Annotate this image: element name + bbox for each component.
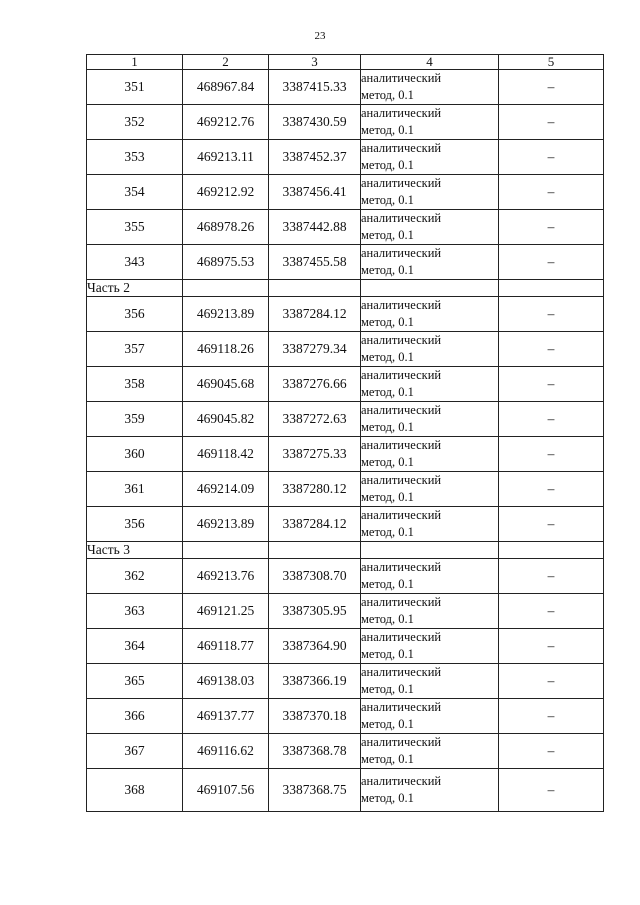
method-line: аналитический bbox=[361, 473, 442, 487]
point-number: 363 bbox=[87, 594, 183, 629]
note-cell: – bbox=[499, 105, 604, 140]
method-line: аналитический bbox=[361, 176, 442, 190]
method-line: метод, 0.1 bbox=[361, 791, 414, 805]
point-number: 354 bbox=[87, 175, 183, 210]
column-header: 2 bbox=[183, 55, 269, 70]
method-line: метод, 0.1 bbox=[361, 385, 414, 399]
note-cell: – bbox=[499, 769, 604, 812]
empty-cell bbox=[183, 280, 269, 297]
method-line: аналитический bbox=[361, 665, 442, 679]
method-cell bbox=[361, 769, 499, 812]
coordinate-y: 3387415.33 bbox=[269, 70, 361, 105]
method-line: аналитический bbox=[361, 630, 442, 644]
method-line: метод, 0.1 bbox=[361, 682, 414, 696]
section-row bbox=[87, 280, 604, 297]
table-row bbox=[87, 245, 604, 280]
method-cell bbox=[361, 245, 499, 280]
method-line: метод, 0.1 bbox=[361, 490, 414, 504]
method-cell bbox=[361, 297, 499, 332]
note-cell: – bbox=[499, 734, 604, 769]
coordinate-y: 3387305.95 bbox=[269, 594, 361, 629]
point-number: 355 bbox=[87, 210, 183, 245]
coordinate-x: 468978.26 bbox=[183, 210, 269, 245]
note-cell: – bbox=[499, 210, 604, 245]
table-row bbox=[87, 664, 604, 699]
point-number: 358 bbox=[87, 367, 183, 402]
method-line: аналитический bbox=[361, 368, 442, 382]
note-cell: – bbox=[499, 140, 604, 175]
coordinate-x: 469045.82 bbox=[183, 402, 269, 437]
point-number: 352 bbox=[87, 105, 183, 140]
table-row bbox=[87, 699, 604, 734]
table-body bbox=[87, 70, 604, 812]
coordinate-x: 469118.42 bbox=[183, 437, 269, 472]
table-row bbox=[87, 594, 604, 629]
point-number: 368 bbox=[87, 769, 183, 812]
coordinate-x: 469107.56 bbox=[183, 769, 269, 812]
coordinate-x: 469137.77 bbox=[183, 699, 269, 734]
note-cell: – bbox=[499, 699, 604, 734]
method-cell bbox=[361, 175, 499, 210]
section-row bbox=[87, 542, 604, 559]
note-cell: – bbox=[499, 472, 604, 507]
coordinate-y: 3387366.19 bbox=[269, 664, 361, 699]
note-cell: – bbox=[499, 594, 604, 629]
point-number: 362 bbox=[87, 559, 183, 594]
method-line: аналитический bbox=[361, 774, 442, 788]
method-line: метод, 0.1 bbox=[361, 752, 414, 766]
empty-cell bbox=[499, 280, 604, 297]
method-cell bbox=[361, 332, 499, 367]
method-line: аналитический bbox=[361, 246, 442, 260]
coordinate-y: 3387272.63 bbox=[269, 402, 361, 437]
empty-cell bbox=[183, 542, 269, 559]
note-cell: – bbox=[499, 175, 604, 210]
coordinate-x: 469213.89 bbox=[183, 297, 269, 332]
method-cell bbox=[361, 70, 499, 105]
method-line: аналитический bbox=[361, 735, 442, 749]
point-number: 365 bbox=[87, 664, 183, 699]
coordinate-x: 469045.68 bbox=[183, 367, 269, 402]
table-row bbox=[87, 402, 604, 437]
point-number: 366 bbox=[87, 699, 183, 734]
note-cell: – bbox=[499, 664, 604, 699]
column-header: 3 bbox=[269, 55, 361, 70]
method-cell bbox=[361, 367, 499, 402]
method-line: аналитический bbox=[361, 595, 442, 609]
point-number: 359 bbox=[87, 402, 183, 437]
method-line: метод, 0.1 bbox=[361, 263, 414, 277]
method-line: метод, 0.1 bbox=[361, 525, 414, 539]
table-row bbox=[87, 367, 604, 402]
method-line: метод, 0.1 bbox=[361, 193, 414, 207]
coordinates-table bbox=[86, 54, 604, 812]
table-row bbox=[87, 70, 604, 105]
empty-cell bbox=[499, 542, 604, 559]
section-label: Часть 2 bbox=[87, 280, 183, 297]
method-line: метод, 0.1 bbox=[361, 647, 414, 661]
table-row bbox=[87, 734, 604, 769]
point-number: 361 bbox=[87, 472, 183, 507]
table-row bbox=[87, 472, 604, 507]
method-cell bbox=[361, 210, 499, 245]
coordinate-y: 3387308.70 bbox=[269, 559, 361, 594]
method-cell bbox=[361, 559, 499, 594]
page-number: 23 bbox=[314, 30, 326, 42]
table-row bbox=[87, 769, 604, 812]
method-cell bbox=[361, 699, 499, 734]
note-cell: – bbox=[499, 245, 604, 280]
note-cell: – bbox=[499, 332, 604, 367]
table-row bbox=[87, 105, 604, 140]
method-line: аналитический bbox=[361, 560, 442, 574]
method-line: метод, 0.1 bbox=[361, 577, 414, 591]
method-line: аналитический bbox=[361, 700, 442, 714]
method-cell bbox=[361, 507, 499, 542]
coordinate-x: 469214.09 bbox=[183, 472, 269, 507]
coordinate-y: 3387452.37 bbox=[269, 140, 361, 175]
coordinate-x: 468975.53 bbox=[183, 245, 269, 280]
method-line: аналитический bbox=[361, 403, 442, 417]
coordinate-y: 3387442.88 bbox=[269, 210, 361, 245]
empty-cell bbox=[269, 542, 361, 559]
column-header: 5 bbox=[499, 55, 604, 70]
coordinate-x: 469213.89 bbox=[183, 507, 269, 542]
method-line: метод, 0.1 bbox=[361, 350, 414, 364]
coordinate-x: 469116.62 bbox=[183, 734, 269, 769]
point-number: 367 bbox=[87, 734, 183, 769]
coordinate-y: 3387276.66 bbox=[269, 367, 361, 402]
note-cell: – bbox=[499, 629, 604, 664]
note-cell: – bbox=[499, 559, 604, 594]
note-cell: – bbox=[499, 402, 604, 437]
table-row bbox=[87, 175, 604, 210]
table-row bbox=[87, 507, 604, 542]
table-row bbox=[87, 437, 604, 472]
point-number: 351 bbox=[87, 70, 183, 105]
method-cell bbox=[361, 734, 499, 769]
coordinate-y: 3387370.18 bbox=[269, 699, 361, 734]
method-line: метод, 0.1 bbox=[361, 717, 414, 731]
coordinate-y: 3387364.90 bbox=[269, 629, 361, 664]
coordinate-x: 469138.03 bbox=[183, 664, 269, 699]
coordinate-y: 3387430.59 bbox=[269, 105, 361, 140]
point-number: 357 bbox=[87, 332, 183, 367]
coordinate-x: 468967.84 bbox=[183, 70, 269, 105]
coordinate-y: 3387368.78 bbox=[269, 734, 361, 769]
section-label: Часть 3 bbox=[87, 542, 183, 559]
method-line: метод, 0.1 bbox=[361, 612, 414, 626]
method-line: аналитический bbox=[361, 333, 442, 347]
column-header: 1 bbox=[87, 55, 183, 70]
coordinate-y: 3387284.12 bbox=[269, 507, 361, 542]
method-cell bbox=[361, 629, 499, 664]
method-line: метод, 0.1 bbox=[361, 228, 414, 242]
point-number: 343 bbox=[87, 245, 183, 280]
method-cell bbox=[361, 437, 499, 472]
note-cell: – bbox=[499, 297, 604, 332]
coordinate-y: 3387284.12 bbox=[269, 297, 361, 332]
method-line: метод, 0.1 bbox=[361, 123, 414, 137]
method-line: метод, 0.1 bbox=[361, 420, 414, 434]
column-header: 4 bbox=[361, 55, 499, 70]
method-line: аналитический bbox=[361, 211, 442, 225]
point-number: 360 bbox=[87, 437, 183, 472]
table-row bbox=[87, 559, 604, 594]
coordinate-x: 469212.76 bbox=[183, 105, 269, 140]
point-number: 356 bbox=[87, 507, 183, 542]
method-cell bbox=[361, 472, 499, 507]
coordinate-x: 469118.77 bbox=[183, 629, 269, 664]
point-number: 356 bbox=[87, 297, 183, 332]
table-row bbox=[87, 332, 604, 367]
table-row bbox=[87, 629, 604, 664]
coordinate-y: 3387455.58 bbox=[269, 245, 361, 280]
coordinate-x: 469213.11 bbox=[183, 140, 269, 175]
coordinate-x: 469212.92 bbox=[183, 175, 269, 210]
method-line: аналитический bbox=[361, 438, 442, 452]
coordinate-y: 3387456.41 bbox=[269, 175, 361, 210]
empty-cell bbox=[361, 542, 499, 559]
method-cell bbox=[361, 664, 499, 699]
note-cell: – bbox=[499, 437, 604, 472]
method-line: аналитический bbox=[361, 141, 442, 155]
coordinate-y: 3387368.75 bbox=[269, 769, 361, 812]
method-line: метод, 0.1 bbox=[361, 158, 414, 172]
empty-cell bbox=[361, 280, 499, 297]
coordinate-x: 469118.26 bbox=[183, 332, 269, 367]
note-cell: – bbox=[499, 70, 604, 105]
table-row bbox=[87, 140, 604, 175]
method-line: аналитический bbox=[361, 106, 442, 120]
point-number: 353 bbox=[87, 140, 183, 175]
note-cell: – bbox=[499, 507, 604, 542]
method-cell bbox=[361, 140, 499, 175]
coordinate-x: 469121.25 bbox=[183, 594, 269, 629]
table-row bbox=[87, 210, 604, 245]
method-line: аналитический bbox=[361, 71, 442, 85]
method-line: аналитический bbox=[361, 298, 442, 312]
coordinate-y: 3387279.34 bbox=[269, 332, 361, 367]
header-row bbox=[87, 55, 604, 70]
coordinate-y: 3387275.33 bbox=[269, 437, 361, 472]
method-line: метод, 0.1 bbox=[361, 88, 414, 102]
point-number: 364 bbox=[87, 629, 183, 664]
note-cell: – bbox=[499, 367, 604, 402]
method-line: метод, 0.1 bbox=[361, 315, 414, 329]
method-line: метод, 0.1 bbox=[361, 455, 414, 469]
coordinate-x: 469213.76 bbox=[183, 559, 269, 594]
empty-cell bbox=[269, 280, 361, 297]
method-cell bbox=[361, 402, 499, 437]
table-row bbox=[87, 297, 604, 332]
coordinate-y: 3387280.12 bbox=[269, 472, 361, 507]
method-cell bbox=[361, 105, 499, 140]
method-cell bbox=[361, 594, 499, 629]
method-line: аналитический bbox=[361, 508, 442, 522]
